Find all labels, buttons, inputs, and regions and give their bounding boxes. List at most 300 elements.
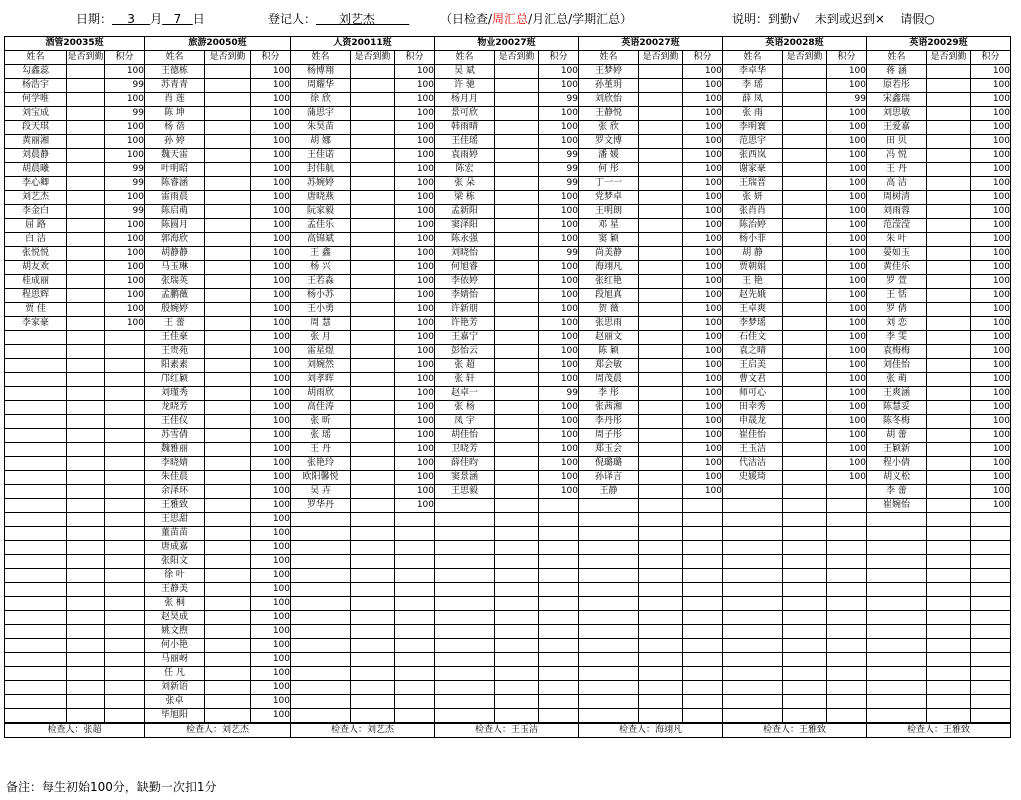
attendance-cell[interactable] bbox=[783, 317, 827, 331]
attendance-cell[interactable] bbox=[495, 583, 539, 597]
attendance-cell[interactable] bbox=[67, 597, 105, 611]
attendance-cell[interactable] bbox=[495, 373, 539, 387]
attendance-cell[interactable] bbox=[351, 625, 395, 639]
attendance-cell[interactable] bbox=[783, 163, 827, 177]
attendance-cell[interactable] bbox=[351, 135, 395, 149]
attendance-cell[interactable] bbox=[351, 527, 395, 541]
attendance-cell[interactable] bbox=[783, 107, 827, 121]
attendance-cell[interactable] bbox=[205, 121, 251, 135]
attendance-cell[interactable] bbox=[351, 639, 395, 653]
attendance-cell[interactable] bbox=[495, 625, 539, 639]
attendance-cell[interactable] bbox=[639, 611, 683, 625]
attendance-cell[interactable] bbox=[783, 513, 827, 527]
attendance-cell[interactable] bbox=[639, 471, 683, 485]
attendance-cell[interactable] bbox=[927, 443, 971, 457]
attendance-cell[interactable] bbox=[783, 261, 827, 275]
attendance-cell[interactable] bbox=[639, 233, 683, 247]
attendance-cell[interactable] bbox=[927, 681, 971, 695]
attendance-cell[interactable] bbox=[639, 79, 683, 93]
attendance-cell[interactable] bbox=[639, 107, 683, 121]
attendance-cell[interactable] bbox=[639, 261, 683, 275]
attendance-cell[interactable] bbox=[351, 303, 395, 317]
attendance-cell[interactable] bbox=[639, 485, 683, 499]
attendance-cell[interactable] bbox=[351, 555, 395, 569]
attendance-cell[interactable] bbox=[67, 457, 105, 471]
attendance-cell[interactable] bbox=[927, 485, 971, 499]
attendance-cell[interactable] bbox=[351, 331, 395, 345]
attendance-cell[interactable] bbox=[927, 667, 971, 681]
attendance-cell[interactable] bbox=[205, 177, 251, 191]
attendance-cell[interactable] bbox=[639, 121, 683, 135]
attendance-cell[interactable] bbox=[205, 415, 251, 429]
attendance-cell[interactable] bbox=[639, 65, 683, 79]
attendance-cell[interactable] bbox=[205, 149, 251, 163]
attendance-cell[interactable] bbox=[783, 681, 827, 695]
attendance-cell[interactable] bbox=[495, 345, 539, 359]
attendance-cell[interactable] bbox=[495, 709, 539, 724]
attendance-cell[interactable] bbox=[639, 331, 683, 345]
attendance-cell[interactable] bbox=[205, 289, 251, 303]
attendance-cell[interactable] bbox=[495, 303, 539, 317]
attendance-cell[interactable] bbox=[783, 233, 827, 247]
attendance-cell[interactable] bbox=[351, 219, 395, 233]
attendance-cell[interactable] bbox=[351, 471, 395, 485]
attendance-cell[interactable] bbox=[67, 401, 105, 415]
attendance-cell[interactable] bbox=[205, 79, 251, 93]
attendance-cell[interactable] bbox=[639, 93, 683, 107]
attendance-cell[interactable] bbox=[495, 639, 539, 653]
attendance-cell[interactable] bbox=[351, 401, 395, 415]
attendance-cell[interactable] bbox=[495, 429, 539, 443]
attendance-cell[interactable] bbox=[205, 695, 251, 709]
attendance-cell[interactable] bbox=[67, 513, 105, 527]
attendance-cell[interactable] bbox=[639, 597, 683, 611]
attendance-cell[interactable] bbox=[639, 457, 683, 471]
attendance-cell[interactable] bbox=[351, 191, 395, 205]
attendance-cell[interactable] bbox=[495, 275, 539, 289]
attendance-cell[interactable] bbox=[783, 471, 827, 485]
attendance-cell[interactable] bbox=[639, 149, 683, 163]
attendance-cell[interactable] bbox=[495, 149, 539, 163]
attendance-cell[interactable] bbox=[67, 359, 105, 373]
attendance-cell[interactable] bbox=[67, 443, 105, 457]
attendance-cell[interactable] bbox=[783, 709, 827, 724]
attendance-cell[interactable] bbox=[783, 331, 827, 345]
attendance-cell[interactable] bbox=[927, 429, 971, 443]
attendance-cell[interactable] bbox=[67, 219, 105, 233]
attendance-cell[interactable] bbox=[351, 163, 395, 177]
attendance-cell[interactable] bbox=[205, 485, 251, 499]
attendance-cell[interactable] bbox=[927, 205, 971, 219]
attendance-cell[interactable] bbox=[927, 373, 971, 387]
attendance-cell[interactable] bbox=[351, 611, 395, 625]
attendance-cell[interactable] bbox=[783, 611, 827, 625]
attendance-cell[interactable] bbox=[927, 555, 971, 569]
attendance-cell[interactable] bbox=[495, 261, 539, 275]
attendance-cell[interactable] bbox=[351, 233, 395, 247]
attendance-cell[interactable] bbox=[495, 541, 539, 555]
attendance-cell[interactable] bbox=[495, 667, 539, 681]
attendance-cell[interactable] bbox=[783, 485, 827, 499]
attendance-cell[interactable] bbox=[927, 709, 971, 724]
attendance-cell[interactable] bbox=[639, 247, 683, 261]
attendance-cell[interactable] bbox=[927, 191, 971, 205]
attendance-cell[interactable] bbox=[205, 429, 251, 443]
attendance-cell[interactable] bbox=[639, 163, 683, 177]
attendance-cell[interactable] bbox=[67, 261, 105, 275]
attendance-cell[interactable] bbox=[67, 555, 105, 569]
attendance-cell[interactable] bbox=[639, 177, 683, 191]
attendance-cell[interactable] bbox=[67, 345, 105, 359]
attendance-cell[interactable] bbox=[783, 373, 827, 387]
attendance-cell[interactable] bbox=[495, 597, 539, 611]
attendance-cell[interactable] bbox=[639, 625, 683, 639]
attendance-cell[interactable] bbox=[67, 667, 105, 681]
attendance-cell[interactable] bbox=[67, 149, 105, 163]
attendance-cell[interactable] bbox=[351, 107, 395, 121]
attendance-cell[interactable] bbox=[783, 695, 827, 709]
attendance-cell[interactable] bbox=[205, 597, 251, 611]
attendance-cell[interactable] bbox=[495, 471, 539, 485]
attendance-cell[interactable] bbox=[927, 415, 971, 429]
attendance-cell[interactable] bbox=[639, 219, 683, 233]
attendance-cell[interactable] bbox=[351, 653, 395, 667]
attendance-cell[interactable] bbox=[783, 625, 827, 639]
attendance-cell[interactable] bbox=[351, 79, 395, 93]
attendance-cell[interactable] bbox=[67, 79, 105, 93]
attendance-cell[interactable] bbox=[205, 471, 251, 485]
attendance-cell[interactable] bbox=[351, 695, 395, 709]
attendance-cell[interactable] bbox=[639, 303, 683, 317]
attendance-cell[interactable] bbox=[351, 149, 395, 163]
attendance-cell[interactable] bbox=[927, 177, 971, 191]
attendance-cell[interactable] bbox=[927, 317, 971, 331]
attendance-cell[interactable] bbox=[205, 205, 251, 219]
attendance-cell[interactable] bbox=[927, 471, 971, 485]
attendance-cell[interactable] bbox=[927, 261, 971, 275]
attendance-cell[interactable] bbox=[351, 177, 395, 191]
attendance-cell[interactable] bbox=[495, 443, 539, 457]
attendance-cell[interactable] bbox=[783, 667, 827, 681]
attendance-cell[interactable] bbox=[351, 485, 395, 499]
attendance-cell[interactable] bbox=[783, 275, 827, 289]
attendance-cell[interactable] bbox=[783, 65, 827, 79]
attendance-cell[interactable] bbox=[67, 205, 105, 219]
attendance-cell[interactable] bbox=[205, 303, 251, 317]
attendance-cell[interactable] bbox=[783, 653, 827, 667]
attendance-cell[interactable] bbox=[495, 79, 539, 93]
attendance-cell[interactable] bbox=[67, 275, 105, 289]
attendance-cell[interactable] bbox=[639, 135, 683, 149]
attendance-cell[interactable] bbox=[783, 429, 827, 443]
attendance-cell[interactable] bbox=[67, 107, 105, 121]
attendance-cell[interactable] bbox=[205, 569, 251, 583]
attendance-cell[interactable] bbox=[205, 359, 251, 373]
attendance-cell[interactable] bbox=[783, 359, 827, 373]
attendance-cell[interactable] bbox=[927, 499, 971, 513]
attendance-cell[interactable] bbox=[783, 135, 827, 149]
attendance-cell[interactable] bbox=[639, 429, 683, 443]
attendance-cell[interactable] bbox=[67, 191, 105, 205]
attendance-cell[interactable] bbox=[639, 667, 683, 681]
attendance-cell[interactable] bbox=[351, 93, 395, 107]
attendance-cell[interactable] bbox=[927, 163, 971, 177]
attendance-cell[interactable] bbox=[639, 639, 683, 653]
attendance-cell[interactable] bbox=[639, 583, 683, 597]
attendance-cell[interactable] bbox=[495, 611, 539, 625]
attendance-cell[interactable] bbox=[639, 345, 683, 359]
attendance-cell[interactable] bbox=[67, 415, 105, 429]
attendance-cell[interactable] bbox=[351, 345, 395, 359]
attendance-cell[interactable] bbox=[351, 429, 395, 443]
attendance-cell[interactable] bbox=[351, 681, 395, 695]
attendance-cell[interactable] bbox=[205, 233, 251, 247]
attendance-cell[interactable] bbox=[495, 485, 539, 499]
attendance-cell[interactable] bbox=[351, 513, 395, 527]
attendance-cell[interactable] bbox=[495, 247, 539, 261]
attendance-cell[interactable] bbox=[639, 681, 683, 695]
attendance-cell[interactable] bbox=[639, 569, 683, 583]
attendance-cell[interactable] bbox=[495, 695, 539, 709]
attendance-cell[interactable] bbox=[495, 569, 539, 583]
attendance-cell[interactable] bbox=[927, 275, 971, 289]
attendance-cell[interactable] bbox=[351, 443, 395, 457]
attendance-cell[interactable] bbox=[205, 555, 251, 569]
attendance-cell[interactable] bbox=[67, 163, 105, 177]
attendance-cell[interactable] bbox=[639, 387, 683, 401]
attendance-cell[interactable] bbox=[67, 289, 105, 303]
attendance-cell[interactable] bbox=[351, 205, 395, 219]
attendance-cell[interactable] bbox=[205, 639, 251, 653]
attendance-cell[interactable] bbox=[67, 681, 105, 695]
attendance-cell[interactable] bbox=[495, 331, 539, 345]
attendance-cell[interactable] bbox=[495, 205, 539, 219]
attendance-cell[interactable] bbox=[67, 429, 105, 443]
attendance-cell[interactable] bbox=[67, 611, 105, 625]
attendance-cell[interactable] bbox=[783, 541, 827, 555]
attendance-cell[interactable] bbox=[639, 415, 683, 429]
attendance-cell[interactable] bbox=[639, 527, 683, 541]
attendance-cell[interactable] bbox=[783, 401, 827, 415]
attendance-cell[interactable] bbox=[205, 583, 251, 597]
attendance-cell[interactable] bbox=[639, 513, 683, 527]
attendance-cell[interactable] bbox=[495, 359, 539, 373]
attendance-cell[interactable] bbox=[927, 289, 971, 303]
attendance-cell[interactable] bbox=[67, 639, 105, 653]
attendance-cell[interactable] bbox=[67, 625, 105, 639]
attendance-cell[interactable] bbox=[205, 681, 251, 695]
attendance-cell[interactable] bbox=[495, 555, 539, 569]
attendance-cell[interactable] bbox=[639, 205, 683, 219]
attendance-cell[interactable] bbox=[927, 583, 971, 597]
attendance-cell[interactable] bbox=[639, 191, 683, 205]
attendance-cell[interactable] bbox=[351, 415, 395, 429]
attendance-cell[interactable] bbox=[927, 93, 971, 107]
attendance-cell[interactable] bbox=[495, 457, 539, 471]
attendance-cell[interactable] bbox=[783, 79, 827, 93]
attendance-cell[interactable] bbox=[495, 289, 539, 303]
attendance-cell[interactable] bbox=[927, 387, 971, 401]
attendance-cell[interactable] bbox=[205, 527, 251, 541]
attendance-cell[interactable] bbox=[927, 303, 971, 317]
attendance-cell[interactable] bbox=[783, 149, 827, 163]
attendance-cell[interactable] bbox=[495, 191, 539, 205]
attendance-cell[interactable] bbox=[927, 695, 971, 709]
attendance-cell[interactable] bbox=[205, 373, 251, 387]
attendance-cell[interactable] bbox=[495, 527, 539, 541]
attendance-cell[interactable] bbox=[783, 555, 827, 569]
attendance-cell[interactable] bbox=[351, 261, 395, 275]
attendance-cell[interactable] bbox=[205, 345, 251, 359]
attendance-cell[interactable] bbox=[783, 289, 827, 303]
attendance-cell[interactable] bbox=[205, 667, 251, 681]
attendance-cell[interactable] bbox=[67, 121, 105, 135]
attendance-cell[interactable] bbox=[351, 247, 395, 261]
attendance-cell[interactable] bbox=[351, 499, 395, 513]
attendance-cell[interactable] bbox=[205, 275, 251, 289]
attendance-cell[interactable] bbox=[927, 401, 971, 415]
attendance-cell[interactable] bbox=[639, 317, 683, 331]
attendance-cell[interactable] bbox=[927, 121, 971, 135]
attendance-cell[interactable] bbox=[67, 583, 105, 597]
attendance-cell[interactable] bbox=[639, 653, 683, 667]
attendance-cell[interactable] bbox=[639, 709, 683, 724]
attendance-cell[interactable] bbox=[205, 163, 251, 177]
attendance-cell[interactable] bbox=[927, 247, 971, 261]
attendance-cell[interactable] bbox=[351, 597, 395, 611]
attendance-cell[interactable] bbox=[351, 541, 395, 555]
attendance-cell[interactable] bbox=[639, 373, 683, 387]
attendance-cell[interactable] bbox=[927, 639, 971, 653]
attendance-cell[interactable] bbox=[205, 317, 251, 331]
attendance-cell[interactable] bbox=[351, 317, 395, 331]
attendance-cell[interactable] bbox=[67, 135, 105, 149]
attendance-cell[interactable] bbox=[783, 457, 827, 471]
attendance-cell[interactable] bbox=[205, 93, 251, 107]
attendance-cell[interactable] bbox=[495, 177, 539, 191]
attendance-cell[interactable] bbox=[495, 93, 539, 107]
attendance-cell[interactable] bbox=[351, 387, 395, 401]
attendance-cell[interactable] bbox=[927, 541, 971, 555]
attendance-cell[interactable] bbox=[639, 555, 683, 569]
attendance-cell[interactable] bbox=[67, 569, 105, 583]
attendance-cell[interactable] bbox=[205, 247, 251, 261]
attendance-cell[interactable] bbox=[495, 163, 539, 177]
attendance-cell[interactable] bbox=[205, 261, 251, 275]
attendance-cell[interactable] bbox=[927, 79, 971, 93]
attendance-cell[interactable] bbox=[205, 387, 251, 401]
attendance-cell[interactable] bbox=[927, 65, 971, 79]
attendance-cell[interactable] bbox=[783, 597, 827, 611]
attendance-cell[interactable] bbox=[927, 457, 971, 471]
attendance-cell[interactable] bbox=[927, 625, 971, 639]
attendance-cell[interactable] bbox=[783, 219, 827, 233]
attendance-cell[interactable] bbox=[927, 149, 971, 163]
attendance-cell[interactable] bbox=[205, 65, 251, 79]
attendance-cell[interactable] bbox=[351, 359, 395, 373]
attendance-cell[interactable] bbox=[495, 121, 539, 135]
attendance-cell[interactable] bbox=[205, 107, 251, 121]
attendance-cell[interactable] bbox=[783, 499, 827, 513]
attendance-cell[interactable] bbox=[205, 457, 251, 471]
attendance-cell[interactable] bbox=[67, 303, 105, 317]
attendance-cell[interactable] bbox=[67, 373, 105, 387]
attendance-cell[interactable] bbox=[495, 653, 539, 667]
attendance-cell[interactable] bbox=[495, 401, 539, 415]
attendance-cell[interactable] bbox=[205, 191, 251, 205]
attendance-cell[interactable] bbox=[783, 527, 827, 541]
attendance-cell[interactable] bbox=[639, 695, 683, 709]
attendance-cell[interactable] bbox=[927, 135, 971, 149]
attendance-cell[interactable] bbox=[205, 135, 251, 149]
attendance-cell[interactable] bbox=[639, 541, 683, 555]
attendance-cell[interactable] bbox=[67, 541, 105, 555]
attendance-cell[interactable] bbox=[927, 513, 971, 527]
attendance-cell[interactable] bbox=[351, 709, 395, 724]
attendance-cell[interactable] bbox=[495, 219, 539, 233]
attendance-cell[interactable] bbox=[67, 247, 105, 261]
attendance-cell[interactable] bbox=[495, 317, 539, 331]
attendance-cell[interactable] bbox=[927, 107, 971, 121]
attendance-cell[interactable] bbox=[783, 121, 827, 135]
attendance-cell[interactable] bbox=[67, 331, 105, 345]
attendance-cell[interactable] bbox=[639, 499, 683, 513]
attendance-cell[interactable] bbox=[67, 527, 105, 541]
attendance-cell[interactable] bbox=[783, 569, 827, 583]
attendance-cell[interactable] bbox=[783, 247, 827, 261]
attendance-cell[interactable] bbox=[927, 527, 971, 541]
attendance-cell[interactable] bbox=[351, 373, 395, 387]
attendance-cell[interactable] bbox=[783, 205, 827, 219]
attendance-cell[interactable] bbox=[67, 317, 105, 331]
attendance-cell[interactable] bbox=[639, 359, 683, 373]
attendance-cell[interactable] bbox=[205, 625, 251, 639]
attendance-cell[interactable] bbox=[205, 401, 251, 415]
attendance-cell[interactable] bbox=[351, 667, 395, 681]
attendance-cell[interactable] bbox=[495, 681, 539, 695]
attendance-cell[interactable] bbox=[783, 387, 827, 401]
attendance-cell[interactable] bbox=[927, 233, 971, 247]
attendance-cell[interactable] bbox=[783, 345, 827, 359]
attendance-cell[interactable] bbox=[67, 709, 105, 724]
attendance-cell[interactable] bbox=[205, 653, 251, 667]
attendance-cell[interactable] bbox=[205, 499, 251, 513]
attendance-cell[interactable] bbox=[927, 569, 971, 583]
attendance-cell[interactable] bbox=[927, 359, 971, 373]
attendance-cell[interactable] bbox=[351, 569, 395, 583]
attendance-cell[interactable] bbox=[927, 611, 971, 625]
attendance-cell[interactable] bbox=[67, 653, 105, 667]
attendance-cell[interactable] bbox=[67, 695, 105, 709]
attendance-cell[interactable] bbox=[495, 135, 539, 149]
attendance-cell[interactable] bbox=[495, 107, 539, 121]
attendance-cell[interactable] bbox=[495, 499, 539, 513]
attendance-cell[interactable] bbox=[351, 457, 395, 471]
attendance-cell[interactable] bbox=[205, 443, 251, 457]
attendance-cell[interactable] bbox=[927, 653, 971, 667]
attendance-cell[interactable] bbox=[639, 289, 683, 303]
attendance-cell[interactable] bbox=[67, 499, 105, 513]
attendance-cell[interactable] bbox=[927, 345, 971, 359]
attendance-cell[interactable] bbox=[205, 331, 251, 345]
attendance-cell[interactable] bbox=[351, 121, 395, 135]
attendance-cell[interactable] bbox=[495, 233, 539, 247]
attendance-cell[interactable] bbox=[67, 177, 105, 191]
attendance-cell[interactable] bbox=[783, 443, 827, 457]
attendance-cell[interactable] bbox=[351, 289, 395, 303]
attendance-cell[interactable] bbox=[783, 93, 827, 107]
attendance-cell[interactable] bbox=[495, 513, 539, 527]
